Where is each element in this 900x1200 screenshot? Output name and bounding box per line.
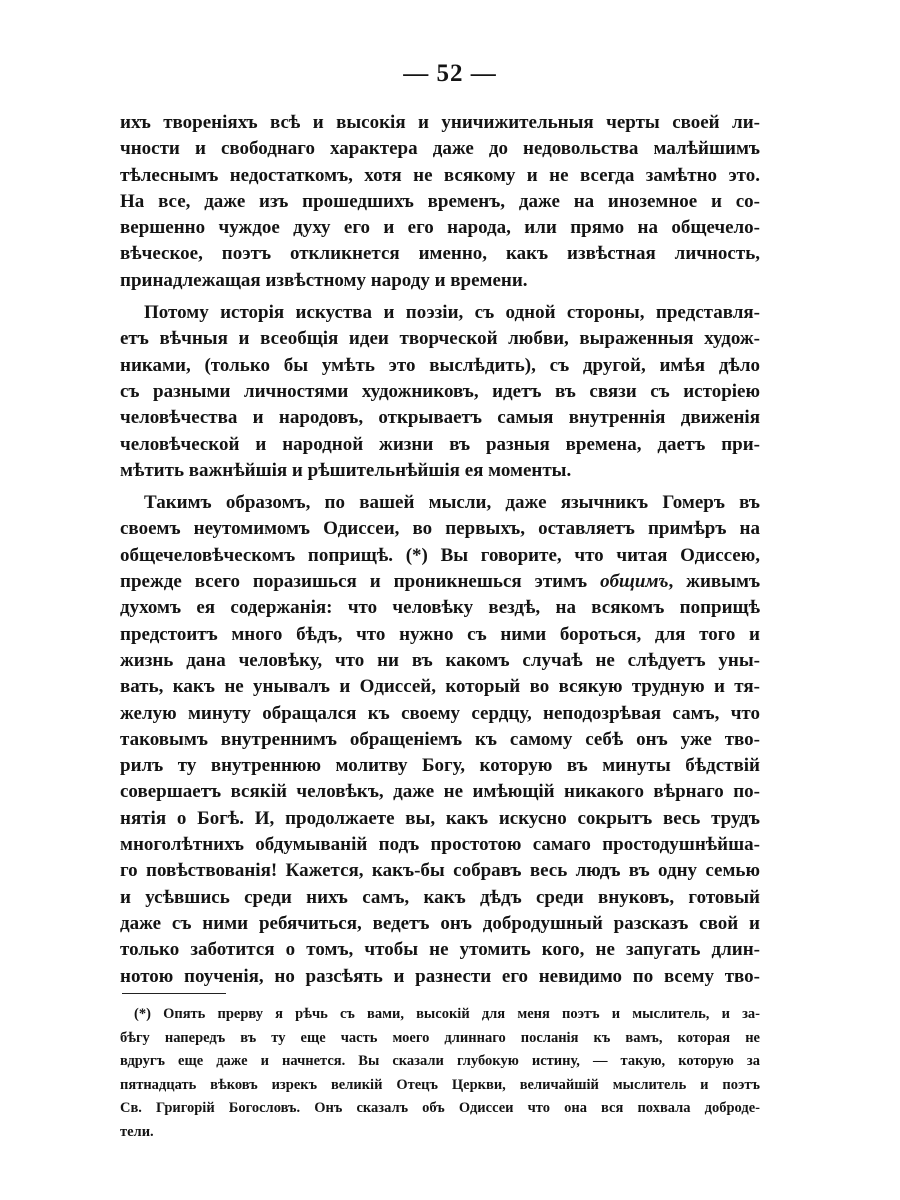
text-line: Такимъ образомъ, по вашей мысли, даже язычникъ Гомеръ въ [144, 492, 760, 514]
text-line: многолѣтнихъ обдумыванiй подъ простотою самаго простодушнѣйша- [120, 834, 760, 856]
text-line: ихъ твореніяхъ всѣ и высокія и уничижительныя черты своей ли- [120, 112, 760, 133]
text-line: Потому исторія искуства и поэзіи, съ одной стороны, представля- [144, 302, 760, 324]
text-line: таковымъ внутреннимъ обращеніемъ къ самому себѣ онъ уже тво- [120, 728, 760, 750]
text-segment: , живымъ [668, 571, 761, 593]
emphasized-word: общимъ [600, 571, 669, 593]
text-line: съ разными личностями художниковъ, идетъ въ связи съ исторіею [120, 380, 760, 402]
text-line: духомъ ея содержанія: что человѣку вездѣ, на всякомъ поприщѣ [120, 597, 760, 619]
text-line: совершаетъ всякій человѣкъ, даже не имѣющій никакого вѣрнаго по- [120, 781, 760, 803]
text-line: го повѣствованія! Кажется, какъ-бы собравъ весь людъ въ одну семью [120, 860, 760, 882]
text-line: своемъ неутомимомъ Одиссеи, во первыхъ, оставляетъ примѣръ на [120, 518, 760, 540]
text-line: никами, (только бы умѣть это выслѣдить), съ другой, имѣя дѣло [120, 354, 760, 376]
text-line: предстоитъ много бѣдъ, что нужно съ ними бороться, для того и [120, 623, 760, 645]
text-line: желую минуту обращался къ своему сердцу, неподозрѣвая самъ, что [120, 702, 760, 724]
text-line: мѣтить важнѣйшія и рѣшительнѣйшія ея моменты. [120, 459, 572, 481]
text-line: общечеловѣческомъ поприщѣ. (*) Вы говорите, что читая Одиссею, [120, 544, 760, 566]
text-line: вѣческое, поэтъ откликнется именно, какъ извѣстная личность, [120, 243, 760, 265]
footnote-line: вдругъ еще даже и начнется. Вы сказали глубокую истину, — такую, которую за [120, 1053, 760, 1069]
text-line [120, 569, 760, 595]
footnote-line: тели. [120, 1123, 154, 1140]
text-segment: прежде всего поразишься и проникнешься этимъ [120, 571, 588, 593]
text-line: тѣлеснымъ недостаткомъ, хотя не всякому и не всегда замѣтно это. [120, 164, 760, 186]
text-line: нятія о Богѣ. И, продолжаете вы, какъ искусно сокрытъ весь трудъ [120, 807, 760, 829]
main-text [120, 110, 760, 990]
text-line: вершенно чуждое духу его и его народа, или прямо на общечело- [120, 217, 760, 239]
text-line: только заботится о томъ, чтобы не утомить кого, не запугать длин- [120, 939, 760, 961]
text-line: человѣческой и народной жизни въ разныя времена, даетъ при- [120, 433, 760, 455]
text-line: жизнь дана человѣку, что ни въ какомъ случаѣ не слѣдуетъ уны- [120, 649, 760, 671]
text-line: На все, даже изъ прошедшихъ временъ, даже на иноземное и со- [120, 190, 760, 212]
text-line: нотою поученія, но разсѣять и разнести его невидимо по всему тво- [120, 965, 760, 987]
footnote-divider [122, 993, 226, 994]
text-line: даже съ ними ребячиться, ведетъ онъ добродушный разсказъ свой и [120, 912, 760, 934]
text-line: и усѣвшись среди нихъ самъ, какъ дѣдъ среди внуковъ, готовый [120, 886, 760, 908]
footnote-line: бѣгу напередъ въ ту еще часть моего длиннаго посланія къ вамъ, которая не [120, 1029, 760, 1046]
footnote-line: (*) Опять прерву я рѣчь съ вами, высокій для меня поэтъ и мыслитель, и за- [134, 1006, 760, 1022]
footnote-line: Св. Григорій Богословъ. Онъ сказалъ объ Одиссеи что она вся похвала доброде- [120, 1100, 760, 1116]
text-line: вать, какъ не унывалъ и Одиссей, который во всякую трудную и тя- [120, 676, 760, 698]
text-line: рилъ ту внутреннюю молитву Богу, которую въ минуты бѣдствій [120, 755, 760, 777]
footnote [120, 1003, 760, 1144]
footnote-line: пятнадцать вѣковъ изрекъ великій Отецъ Церкви, величайшій мыслитель и поэтъ [120, 1076, 760, 1093]
text-line: принадлежащая извѣстному народу и времени. [120, 269, 528, 291]
text-line: человѣчества и народовъ, открываетъ самыя внутреннія движенія [120, 407, 760, 429]
text-line: етъ вѣчныя и всеобщія идеи творческой любви, выраженныя худож- [120, 328, 760, 350]
text-line: чности и свободнаго характера даже до недовольства малѣйшимъ [120, 138, 760, 160]
page-number: — 52 — [403, 60, 497, 87]
